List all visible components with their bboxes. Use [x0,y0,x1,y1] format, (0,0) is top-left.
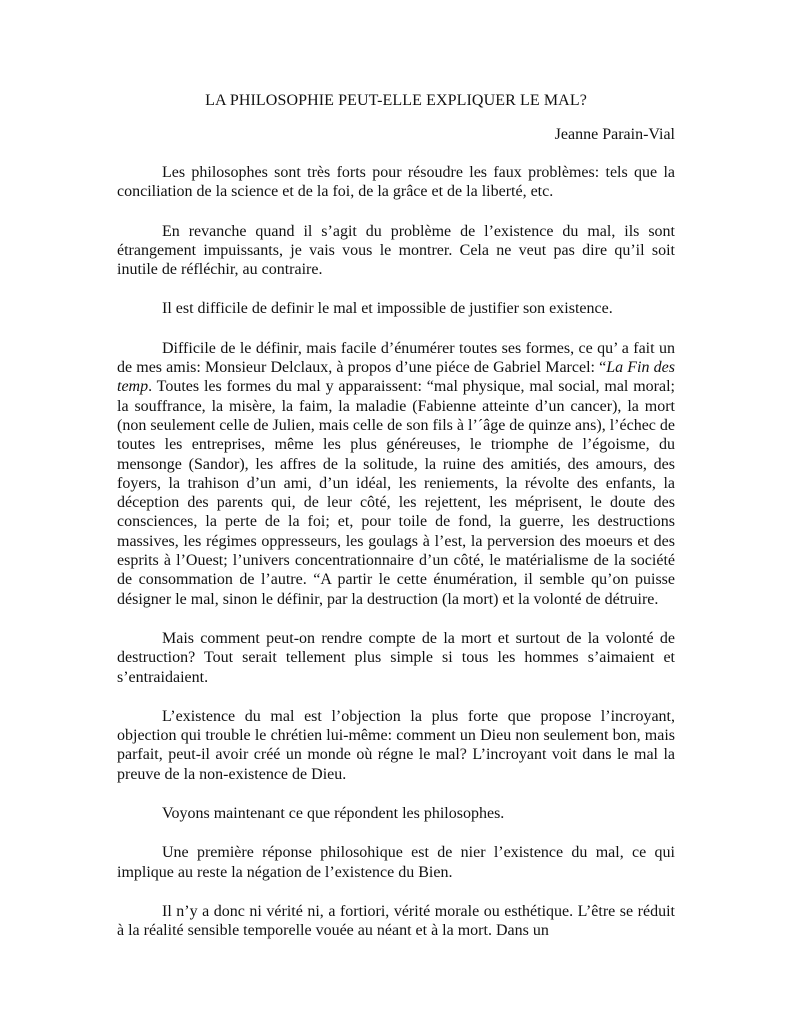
paragraph-text: . Toutes les formes du mal y apparaissent: “mal physique, mal social, mal moral; la souffrance, la misère, la faim, la maladie (Fabienne atteinte d’un cancer), la mort (non seulement celle de Julien, mais celle de son fils à l’´âge de quinze ans), l’échec de toutes les entreprises, même les plus généreuses, le triomphe de l’égoisme, du mensonge (Sandor), les affres de la solitude, la ruine des amitiés, des amours, des foyers, la trahison d’un ami, d’un idéal, les reniements, la révolte des enfants, la déception des parents qui, de leur côté, les rejettent, les méprisent, le doute des consciences, la perte de la foi; et, pour toile de fond, la guerre, les destructions massives, les régimes oppresseurs, les goulags à l’est, la perversion des moeurs et des esprits à l’Ouest; l’univers concentrationnaire d’un côté, le matérialisme de la société de consommation de l’autre. “A partir le cette énumération, il semble qu’on puisse désigner le mal, sinon le définir, par la destruction (la mort) et la volonté de détruire. [117,378,675,608]
play-title: La Fin des temp [117,359,675,396]
document-author: Jeanne Parain-Vial [554,126,675,143]
paragraph: Les philosophes sont très forts pour résoudre les faux problèmes: tels que la conciliation de la science et de la foi, de la grâce et de la liberté, etc. [117,164,675,201]
paragraph: Mais comment peut-on rendre compte de la mort et surtout de la volonté de destruction? Tout serait tellement plus simple si tous les hommes s’aimaient et s’entraidaient. [117,629,675,686]
document-page [117,90,675,961]
paragraph: Il est difficile de definir le mal et impossible de justifier son existence. [162,300,613,318]
paragraph: Il n’y a donc ni vérité ni, a fortiori, vérité morale ou esthétique. L’être se réduit à la réalité sensible temporelle vouée au néant et à la mort. Dans un [117,902,675,940]
paragraph: Une première réponse philosohique est de nier l’existence du mal, ce qui implique au reste la négation de l’existence du Bien. [117,844,675,881]
paragraph: L’existence du mal est l’objection la plus forte que propose l’incroyant, objection qui trouble le chrétien lui-même: comment un Dieu non seulement bon, mais parfait, peut-il avoir créé un monde où régne le mal? L’incroyant voit dans le mal la preuve de la non-existence de Dieu. [117,707,675,783]
paragraph: En revanche quand il s’agit du problème de l’existence du mal, ils sont étrangement impuissants, je vais vous le montrer. Cela ne veut pas dire qu’il soit inutile de réfléchir, au contraire. [117,222,675,279]
paragraph [117,339,675,609]
document-title: LA PHILOSOPHIE PEUT-ELLE EXPLIQUER LE MAL? [205,92,587,109]
paragraph: Voyons maintenant ce que répondent les philosophes. [162,805,505,823]
paragraph-text: Difficile de le définir, mais facile d’énumérer toutes ses formes, ce qu’ a fait un de mes amis: Monsieur Delclaux, à propos d’une piéce de Gabriel Marcel: “ [117,339,675,377]
